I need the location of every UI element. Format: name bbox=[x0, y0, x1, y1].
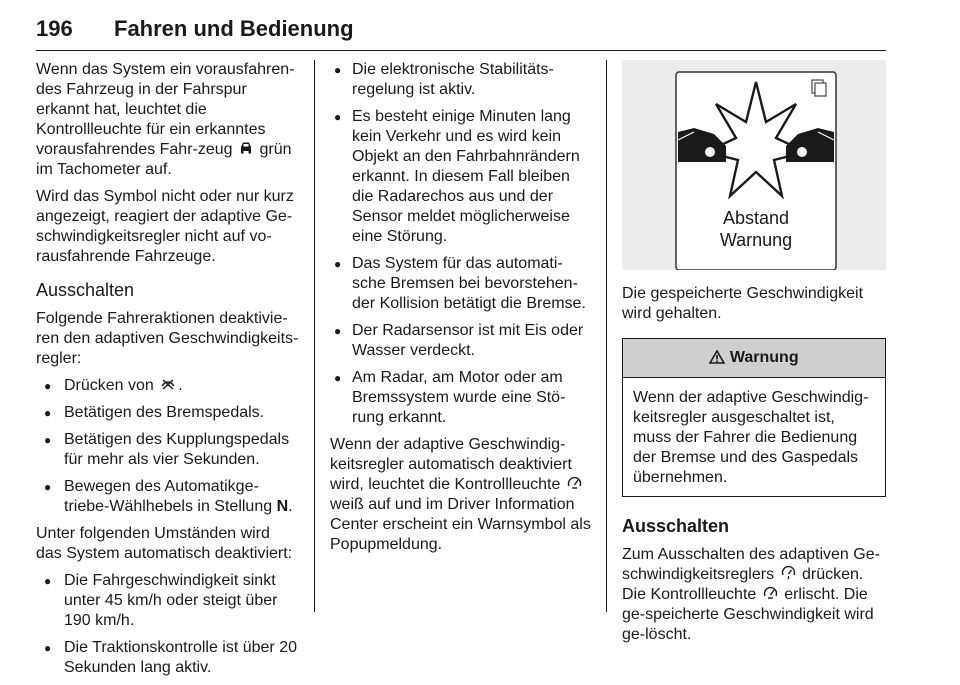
bullet-list bbox=[330, 60, 594, 428]
paragraph: Wird das Symbol nicht oder nur kurz angezeigt, reagiert der adaptive Ge-schwindigkeitsregler nicht auf vo-rausfahrende Fahrzeuge. bbox=[36, 188, 294, 265]
cruise-control-icon bbox=[761, 585, 780, 605]
text: Wenn der adaptive Geschwindig-keitsregler automatisch deaktiviert wird, leuchtet die Kontrollleuchte bbox=[330, 436, 572, 493]
text: erlischt. Die ge-speicherte Geschwindigkeit wird ge-löscht. bbox=[622, 586, 874, 643]
bullet-list bbox=[36, 571, 300, 678]
column-divider bbox=[314, 60, 315, 612]
list-item: ● Die Traktionskontrolle ist über 20 Sekunden lang aktiv. bbox=[36, 638, 300, 678]
warning-text: Wenn der adaptive Geschwindig-keitsregler ausgeschaltet ist, muss der Fahrer die Bedienung der Bremse und des Gaspedals übernehmen. bbox=[633, 389, 869, 486]
list-item: ● Die elektronische Stabilitäts-regelung ist aktiv. bbox=[330, 60, 594, 100]
text: drücken. Die Kontrollleuchte bbox=[622, 566, 864, 603]
page-number: 196 bbox=[36, 16, 73, 41]
column-divider bbox=[606, 60, 607, 612]
text: . bbox=[178, 377, 183, 394]
chapter-title: Fahren und Bedienung bbox=[114, 16, 354, 41]
paragraph bbox=[36, 60, 300, 180]
text: Zum Ausschalten des adaptiven Ge-schwindigkeitsreglers bbox=[622, 546, 880, 583]
list-item: ● Betätigen des Kupplungspedals für mehr als vier Sekunden. bbox=[36, 430, 300, 470]
list-item: ● Die Fahrgeschwindigkeit sinkt unter 45 km/h oder steigt über 190 km/h. bbox=[36, 571, 300, 631]
list-item: ● Das System für das automati-sche Bremsen bei bevorstehen-der Kollision betätigt die Bremse. bbox=[330, 254, 594, 314]
text: . bbox=[288, 498, 293, 515]
list-item bbox=[36, 477, 300, 517]
page-header bbox=[36, 10, 886, 51]
cruise-cancel-icon bbox=[158, 376, 178, 396]
cruise-onoff-icon bbox=[779, 565, 798, 585]
paragraph bbox=[622, 545, 886, 645]
text: weiß auf und im Driver Information Center erscheint ein Warnsymbol als Popupmeldung. bbox=[330, 496, 591, 553]
gear-letter: N bbox=[276, 498, 289, 515]
figure-label-line2: Warnung bbox=[719, 230, 793, 250]
warning-title: Warnung bbox=[729, 349, 799, 366]
warning-box bbox=[622, 338, 886, 497]
figure-label-line1: Abstand bbox=[722, 208, 790, 228]
text: Wenn das System ein vorausfahren-des Fahrzeug in der Fahrspur erkannt hat, leuchtet die Kontrollleuchte für ein erkanntes vorausfahrendes Fahr-zeug bbox=[36, 61, 295, 158]
figure-caption: Die gespeicherte Geschwindigkeit wird gehalten. bbox=[622, 285, 864, 322]
paragraph: Unter folgenden Umständen wird das System automatisch deaktiviert: bbox=[36, 525, 293, 562]
warning-triangle-icon bbox=[709, 349, 725, 366]
warning-header bbox=[623, 339, 885, 378]
list-item: ● Der Radarsensor ist mit Eis oder Wasser verdeckt. bbox=[330, 321, 594, 361]
text: Drücken von bbox=[64, 377, 154, 394]
section-heading: Ausschalten bbox=[622, 516, 730, 536]
text: grün im Tachometer auf. bbox=[36, 141, 292, 178]
column-left bbox=[36, 60, 300, 685]
list-item: ● Am Radar, am Motor oder am Bremssystem wurde eine Stö-rung erkannt. bbox=[330, 368, 594, 428]
list-item: ● Betätigen des Bremspedals. bbox=[36, 403, 300, 423]
bullet-list bbox=[36, 376, 300, 517]
column-right bbox=[622, 60, 886, 652]
paragraph: Folgende Fahreraktionen deaktivie-ren den adaptiven Geschwindigkeits-regler: bbox=[36, 310, 299, 367]
text: Bewegen des Automatikge-triebe-Wählhebels in Stellung bbox=[64, 478, 273, 515]
vehicle-ahead-icon bbox=[237, 140, 255, 160]
list-item bbox=[36, 376, 300, 396]
distance-warning-illustration bbox=[622, 60, 886, 270]
paragraph bbox=[330, 435, 594, 555]
distance-warning-graphic bbox=[622, 60, 886, 270]
list-item: ● Es besteht einige Minuten lang kein Verkehr und es wird kein Objekt an den Fahrbahnrändern erkannt. In diesem Fall bleiben die Radarechos aus und der Sensor meldet möglicherweise eine Störung. bbox=[330, 107, 594, 247]
column-middle bbox=[330, 60, 594, 562]
section-heading: Ausschalten bbox=[36, 280, 135, 300]
cruise-control-icon bbox=[565, 475, 584, 495]
